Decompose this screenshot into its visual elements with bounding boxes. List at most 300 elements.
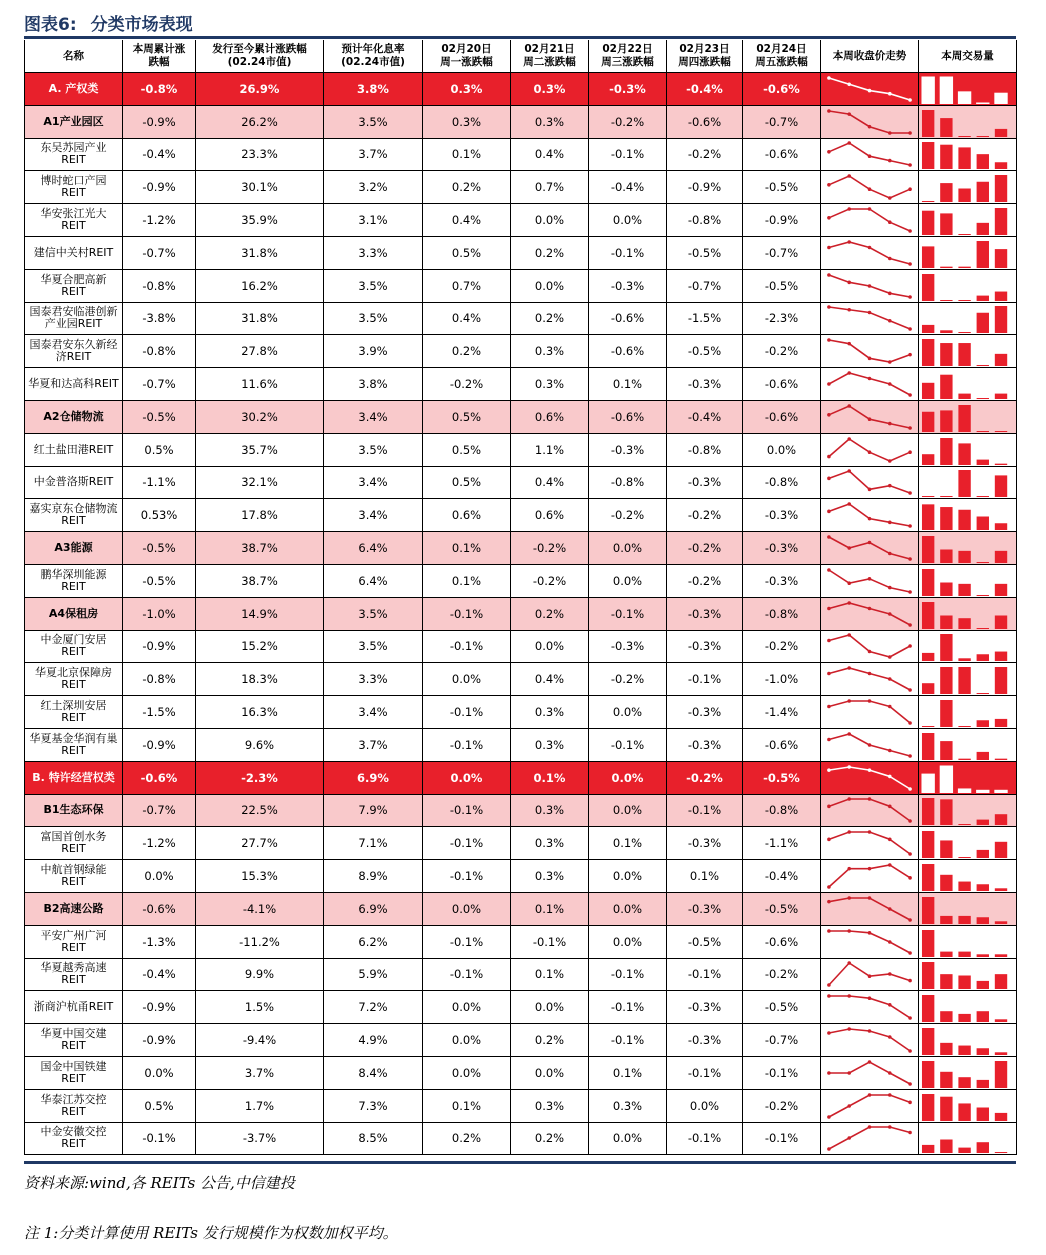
volume-cell [919,73,1017,106]
cell-week-change: -0.1% [123,1122,196,1155]
price-trend-point [847,207,851,211]
volume-bar [940,800,952,826]
volume-bar [995,652,1007,661]
cell-thu-change: -0.3% [667,1024,743,1057]
price-trend-line [829,504,910,526]
cell-fri-change: -0.8% [743,794,821,827]
volume-bar [940,667,952,694]
volume-bar [995,551,1007,563]
volume-bar [922,142,934,169]
price-trend-line [829,832,910,854]
cell-yield: 3.8% [324,73,423,106]
cell-thu-change: -0.1% [667,794,743,827]
price-trend-cell [821,663,919,696]
price-trend-point [868,896,872,900]
price-trend-line [829,537,910,559]
volume-bar [922,412,934,432]
price-trend-sparkline [821,303,918,333]
cell-yield: 6.4% [324,564,423,597]
cell-fri-change: -0.8% [743,466,821,499]
volume-bar [922,274,934,301]
cell-yield: 3.5% [324,105,423,138]
cell-wed-change: -0.8% [589,466,667,499]
price-trend-sparkline [821,566,918,596]
price-trend-point [888,838,892,842]
volume-bar [995,431,1007,432]
table-row [25,1089,1017,1122]
cell-yield: 3.9% [324,335,423,368]
volume-bar [958,1046,970,1055]
footnote: 注 1:分类计算使用 REITs 发行规模作为权数加权平均。 [24,1224,398,1242]
volume-cell [919,696,1017,729]
price-trend-point [827,929,831,933]
price-trend-point [847,437,851,441]
cell-week-change: -0.8% [123,663,196,696]
cell-tue-change: 0.3% [511,794,589,827]
volume-cell [919,204,1017,237]
volume-bar [977,1080,989,1088]
volume-bar-chart [919,795,1016,825]
volume-bar [977,136,989,137]
volume-bar [977,155,989,170]
price-trend-point [827,382,831,386]
cell-week-change: -0.7% [123,236,196,269]
cell-since-ipo-change: 15.3% [196,860,324,893]
volume-bar [958,234,970,235]
price-trend-point [847,112,851,116]
volume-bar-chart [919,533,1016,563]
cell-yield: 7.1% [324,827,423,860]
volume-bar [958,882,970,891]
price-trend-point [827,413,831,417]
cell-yield: 3.5% [324,269,423,302]
price-trend-point [908,353,912,357]
cell-wed-change: -0.1% [589,1024,667,1057]
price-trend-point [908,645,912,649]
volume-bar [995,584,1007,596]
cell-wed-change: -0.1% [589,958,667,991]
cell-thu-change: -0.3% [667,827,743,860]
cell-tue-change: 0.2% [511,1024,589,1057]
header-row [25,40,1017,73]
row-name: 华泰江苏交控 REIT [25,1089,123,1122]
price-trend-point [868,672,872,676]
cell-mon-change: 0.1% [423,138,511,171]
price-trend-point [827,984,831,988]
volume-bar [922,110,934,137]
row-name: 华夏越秀高速 REIT [25,958,123,991]
cell-tue-change: -0.2% [511,564,589,597]
price-trend-point [908,262,912,266]
row-name: 华夏北京保障房 REIT [25,663,123,696]
volume-bar [977,103,989,104]
cell-yield: 8.5% [324,1122,423,1155]
price-trend-point [908,492,912,496]
volume-bar [977,459,989,464]
header-thu-change: 02月23日 周四涨跌幅 [667,40,743,73]
price-trend-point [868,541,872,545]
cell-mon-change: -0.1% [423,794,511,827]
cell-fri-change: -0.1% [743,1122,821,1155]
cell-mon-change: 0.2% [423,1122,511,1155]
price-trend-point [868,1093,872,1097]
cell-yield: 3.3% [324,236,423,269]
price-trend-cell [821,860,919,893]
price-trend-sparkline [821,74,918,104]
price-trend-point [888,774,892,778]
cell-tue-change: 0.6% [511,499,589,532]
cell-week-change: -3.8% [123,302,196,335]
price-trend-sparkline [821,828,918,858]
price-trend-point [888,382,892,386]
table-row [25,368,1017,401]
volume-bar [940,615,952,629]
price-trend-cell [821,1122,919,1155]
row-name: A4保租房 [25,597,123,630]
price-trend-point [888,1035,892,1039]
cell-fri-change: -2.3% [743,302,821,335]
price-trend-point [827,454,831,458]
cell-since-ipo-change: 16.3% [196,696,324,729]
cell-wed-change: 0.0% [589,696,667,729]
price-trend-cell [821,466,919,499]
cell-since-ipo-change: 22.5% [196,794,324,827]
cell-thu-change: -0.9% [667,171,743,204]
volume-cell [919,1122,1017,1155]
price-trend-point [908,623,912,627]
cell-mon-change: 0.0% [423,892,511,925]
volume-bar [977,884,989,891]
cell-since-ipo-change: 38.7% [196,532,324,565]
volume-cell [919,400,1017,433]
row-name: 红土深圳安居 REIT [25,696,123,729]
price-trend-point [888,749,892,753]
price-trend-point [888,907,892,911]
price-trend-point [888,319,892,323]
price-trend-point [908,1082,912,1086]
price-trend-point [868,1126,872,1130]
row-name: A2仓储物流 [25,400,123,433]
volume-cell [919,597,1017,630]
volume-bar [922,325,934,333]
table-row [25,597,1017,630]
volume-bar [995,888,1007,891]
price-trend-sparkline [821,730,918,760]
cell-mon-change: 0.1% [423,1089,511,1122]
price-trend-point [868,155,872,159]
volume-bar [958,857,970,858]
cell-since-ipo-change: 27.8% [196,335,324,368]
cell-thu-change: -0.2% [667,564,743,597]
cell-mon-change: 0.2% [423,171,511,204]
price-trend-point [847,699,851,703]
price-trend-line [829,406,910,428]
cell-wed-change: 0.0% [589,860,667,893]
cell-since-ipo-change: 26.9% [196,73,324,106]
price-trend-point [868,125,872,129]
cell-tue-change: -0.1% [511,925,589,958]
cell-wed-change: 0.0% [589,892,667,925]
header-since-ipo-change: 发行至今累计涨跌幅 (02.24市值) [196,40,324,73]
table-row [25,433,1017,466]
table-row [25,466,1017,499]
price-trend-point [888,940,892,944]
cell-tue-change: 0.1% [511,761,589,794]
price-trend-sparkline [821,1123,918,1153]
header-wed-change: 02月22日 周三涨跌幅 [589,40,667,73]
cell-thu-change: -0.3% [667,696,743,729]
price-trend-point [868,417,872,421]
volume-bar [958,1148,970,1153]
cell-thu-change: -0.5% [667,925,743,958]
table-row [25,925,1017,958]
cell-thu-change: 0.1% [667,860,743,893]
cell-yield: 6.9% [324,761,423,794]
cell-mon-change: 0.1% [423,532,511,565]
cell-yield: 3.4% [324,466,423,499]
cell-since-ipo-change: 31.8% [196,236,324,269]
cell-wed-change: -0.2% [589,105,667,138]
volume-bar [977,917,989,924]
price-trend-point [908,876,912,880]
volume-cell [919,761,1017,794]
cell-mon-change: 0.4% [423,204,511,237]
price-trend-point [888,291,892,295]
volume-bar [958,300,970,301]
price-trend-point [847,404,851,408]
price-trend-point [847,240,851,244]
price-trend-line [829,307,910,329]
table-row [25,269,1017,302]
volume-bar [958,343,970,366]
price-trend-point [847,142,851,146]
cell-tue-change: 0.2% [511,1122,589,1155]
table-body [25,73,1017,1155]
cell-thu-change: -0.8% [667,204,743,237]
cell-tue-change: 0.3% [511,368,589,401]
row-name: 国泰君安东久新经 济REIT [25,335,123,368]
cell-thu-change: -0.2% [667,499,743,532]
header-price-trend: 本周收盘价走势 [821,40,919,73]
price-trend-cell [821,302,919,335]
row-name: A. 产权类 [25,73,123,106]
volume-cell [919,1089,1017,1122]
price-trend-point [888,196,892,200]
cell-wed-change: -0.3% [589,269,667,302]
cell-tue-change: 0.0% [511,1056,589,1089]
cell-wed-change: 0.0% [589,564,667,597]
volume-bar-chart [919,205,1016,235]
cell-mon-change: 0.4% [423,302,511,335]
volume-bar [922,733,934,760]
cell-mon-change: -0.1% [423,728,511,761]
cell-wed-change: 0.0% [589,794,667,827]
price-trend-point [868,743,872,747]
cell-yield: 3.8% [324,368,423,401]
price-trend-point [908,1131,912,1135]
row-name: 博时蛇口产园 REIT [25,171,123,204]
volume-bar [977,223,989,235]
table-row [25,335,1017,368]
volume-bar-chart [919,664,1016,694]
price-trend-point [908,1100,912,1104]
price-trend-point [847,634,851,638]
cell-wed-change: -0.1% [589,597,667,630]
cell-fri-change: -0.1% [743,1056,821,1089]
cell-thu-change: -0.3% [667,597,743,630]
cell-tue-change: 0.3% [511,105,589,138]
cell-fri-change: -0.5% [743,761,821,794]
volume-bar [995,463,1007,464]
volume-bar [995,163,1007,170]
volume-bar [922,454,934,465]
cell-wed-change: 0.0% [589,532,667,565]
row-name: 华夏合肥高新 REIT [25,269,123,302]
volume-bar [940,507,952,530]
price-trend-point [827,535,831,539]
volume-bar [922,536,934,563]
table-row [25,400,1017,433]
price-trend-point [827,838,831,842]
volume-bar [977,1143,989,1154]
cell-fri-change: -0.5% [743,269,821,302]
price-trend-point [868,357,872,361]
volume-cell [919,860,1017,893]
cell-since-ipo-change: 15.2% [196,630,324,663]
price-trend-point [847,1071,851,1075]
table-row [25,630,1017,663]
price-trend-point [888,131,892,135]
volume-bar [922,774,934,793]
cell-week-change: -0.9% [123,728,196,761]
price-trend-point [868,699,872,703]
volume-bar [995,1061,1007,1088]
cell-wed-change: -0.1% [589,138,667,171]
cell-since-ipo-change: -9.4% [196,1024,324,1057]
price-trend-point [888,586,892,590]
table-row [25,827,1017,860]
price-trend-point [888,257,892,261]
volume-cell [919,991,1017,1024]
price-trend-point [847,470,851,474]
cell-yield: 3.1% [324,204,423,237]
price-trend-point [827,805,831,809]
cell-tue-change: 0.3% [511,1089,589,1122]
volume-bar [940,183,952,202]
price-trend-point [908,131,912,135]
volume-bar [995,476,1007,498]
volume-bar-chart [919,959,1016,989]
cell-yield: 8.4% [324,1056,423,1089]
price-trend-point [868,997,872,1001]
volume-bar [922,77,934,104]
volume-cell [919,663,1017,696]
row-name: 浙商沪杭甬REIT [25,991,123,1024]
cell-fri-change: -0.2% [743,630,821,663]
volume-bar [958,618,970,629]
price-trend-sparkline [821,435,918,465]
volume-cell [919,368,1017,401]
cell-mon-change: -0.1% [423,860,511,893]
cell-yield: 3.7% [324,138,423,171]
cell-tue-change: 0.1% [511,958,589,991]
cell-thu-change: -0.1% [667,958,743,991]
cell-tue-change: 0.4% [511,466,589,499]
price-trend-point [888,1126,892,1130]
cell-yield: 3.4% [324,499,423,532]
price-trend-line [829,603,910,625]
volume-bar [922,1094,934,1121]
cell-thu-change: -0.4% [667,400,743,433]
row-name: 嘉实京东仓储物流 REIT [25,499,123,532]
cell-mon-change: 0.2% [423,335,511,368]
header-week-change: 本周累计涨 跌幅 [123,40,196,73]
volume-bar [940,145,952,169]
volume-bar [958,92,970,104]
table-row [25,171,1017,204]
volume-bar [958,916,970,924]
price-trend-point [908,918,912,922]
price-trend-point [847,798,851,802]
header-mon-change: 02月20日 周一涨跌幅 [423,40,511,73]
cell-fri-change: -0.3% [743,564,821,597]
cell-week-change: -1.3% [123,925,196,958]
price-trend-point [847,82,851,86]
cell-week-change: 0.53% [123,499,196,532]
volume-bar [922,496,934,497]
volume-bar [995,175,1007,202]
cell-tue-change: 0.2% [511,302,589,335]
volume-bar [995,975,1007,990]
cell-since-ipo-change: -3.7% [196,1122,324,1155]
cell-wed-change: -0.1% [589,236,667,269]
volume-bar-chart [919,566,1016,596]
cell-week-change: -1.5% [123,696,196,729]
cell-since-ipo-change: 30.2% [196,400,324,433]
volume-bar [977,1107,989,1121]
volume-bar [977,954,989,957]
price-trend-point [827,150,831,154]
cell-fri-change: -0.9% [743,204,821,237]
price-trend-cell [821,204,919,237]
price-trend-line [829,1095,910,1117]
row-name: 建信中关村REIT [25,236,123,269]
table-row [25,204,1017,237]
cell-yield: 3.5% [324,630,423,663]
cell-mon-change: -0.1% [423,925,511,958]
volume-bar [958,726,970,727]
cell-yield: 3.7% [324,728,423,761]
volume-bar [958,584,970,596]
cell-yield: 3.3% [324,663,423,696]
price-trend-sparkline [821,894,918,924]
price-trend-point [847,502,851,506]
price-trend-point [868,931,872,935]
price-trend-line [829,176,910,198]
price-trend-point [868,798,872,802]
cell-thu-change: -0.1% [667,1122,743,1155]
cell-fri-change: -1.4% [743,696,821,729]
price-trend-point [908,590,912,594]
price-trend-point [908,721,912,725]
cell-tue-change: 0.0% [511,991,589,1024]
cell-fri-change: -0.6% [743,368,821,401]
volume-bar-chart [919,763,1016,793]
row-name: A1产业园区 [25,105,123,138]
cell-thu-change: -0.3% [667,991,743,1024]
cell-mon-change: 0.0% [423,1024,511,1057]
cell-week-change: -1.1% [123,466,196,499]
